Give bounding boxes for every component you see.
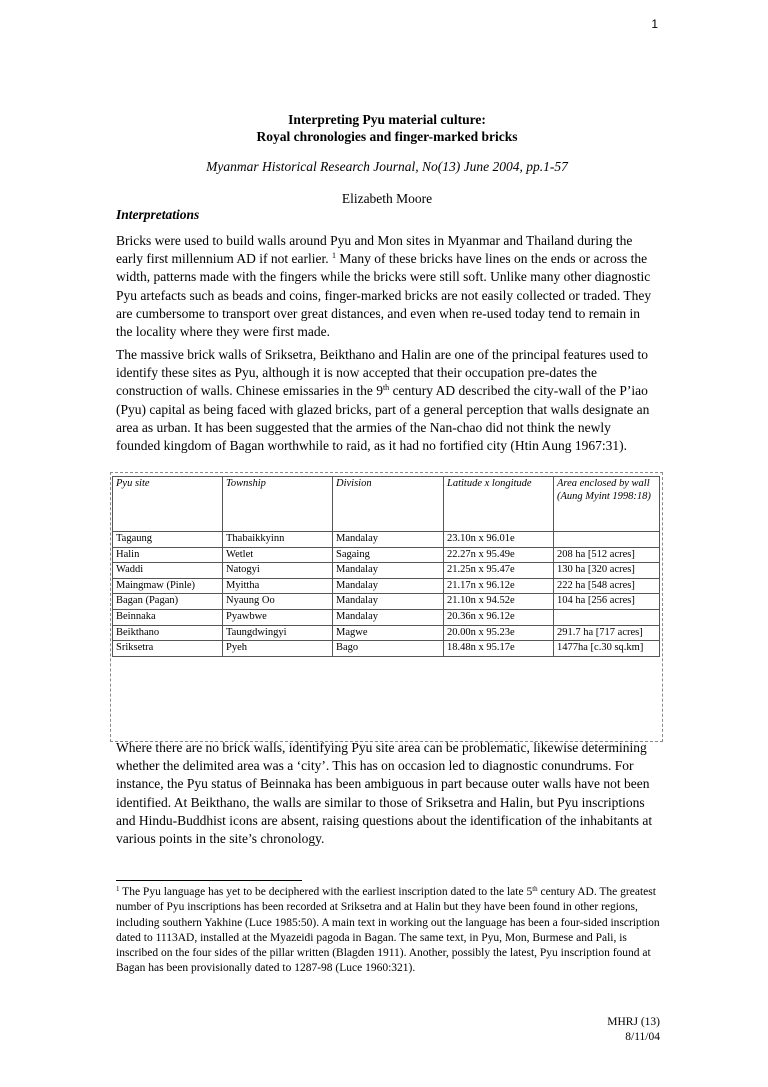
footer-journal: MHRJ (13) (607, 1016, 660, 1028)
title-line-2: Royal chronologies and finger-marked bricks (256, 129, 518, 144)
cell-township: Thabaikkyinn (223, 532, 333, 548)
footnote-divider (116, 880, 302, 881)
cell-area: 104 ha [256 acres] (554, 594, 660, 610)
table-row (113, 625, 660, 641)
cell-area: 208 ha [512 acres] (554, 547, 660, 563)
cell-division: Bago (333, 641, 444, 657)
footnote-number: 1 (116, 885, 120, 893)
cell-latlong: 18.48n x 95.17e (444, 641, 554, 657)
table-row (113, 532, 660, 548)
cell-division: Mandalay (333, 532, 444, 548)
footnote-superscript: th (532, 885, 538, 893)
paragraph-1-text-b: Many of these bricks have lines on the ends or across the width, patterns made with the fingers while the bricks were still soft. Unlike many other diagnostic Pyu artefacts such as beads and coins, finger-marked bricks are not easily collected or traded. They are cumbersome to transport over great distances, and even when re-used today tend to remain in the locality where they were first made. (116, 251, 652, 340)
header-township: Township (223, 477, 333, 532)
author-name: Elizabeth Moore (341, 191, 433, 206)
paragraph-2-text-a: The massive brick walls of Sriksetra, Beikthano and Halin are one of the principal features used to identify these sites as Pyu, although it is now accepted that their occupation pre-dates the construction of walls. Chinese emissaries in the 9 (116, 347, 648, 399)
cell-site: Sriksetra (113, 641, 223, 657)
cell-township: Wetlet (223, 547, 333, 563)
paragraph-2-superscript: th (382, 383, 390, 393)
cell-township: Taungdwingyi (223, 625, 333, 641)
cell-area: 130 ha [320 acres] (554, 563, 660, 579)
paragraph-2 (116, 346, 658, 455)
header-division: Division (333, 477, 444, 532)
cell-township: Pyawbwe (223, 609, 333, 625)
paragraph-3: Where there are no brick walls, identifying Pyu site area can be problematic, likewise determining whether the delimited area was a ‘city’. This has on occasion led to diagnostic conundrums. For instance, the Pyu status of Beinnaka has been ambiguous in part because outer walls have not been identified. At Beikthano, the walls are similar to those of Sriksetra and Halin, but Pyu inscriptions and Hindu-Buddhist icons are absent, raising questions about the identification of the inhabitants at various points in the site’s chronology. (116, 740, 653, 847)
header-pyu-site: Pyu site (113, 477, 223, 532)
cell-latlong: 20.00n x 95.23e (444, 625, 554, 641)
table-row (113, 547, 660, 563)
cell-site: Waddi (113, 563, 223, 579)
footnote-text-b: century AD. The greatest number of Pyu inscriptions has been recorded at Sriksetra and at Halin but they have been found in other regions, including southern Yakhine (Luce 1985:50). A main text in working out the language has been a four-sided inscription dated to 1113AD, installed at the Myazeidi pagoda in Bagan. The same text, in Pyu, Mon, Burmese and Pali, is inscribed on the four sides of the pillar written (Blagden 1911). Another, possibly the latest, Pyu inscription found at Bagan has been provisionally dated to 1287-98 (Luce 1960:321). (116, 886, 660, 975)
cell-site: Tagaung (113, 532, 223, 548)
footnote-ref-1[interactable]: 1 (331, 251, 336, 261)
page-number: 1 (651, 17, 658, 31)
table-header-row (113, 477, 660, 532)
cell-site: Beikthano (113, 625, 223, 641)
cell-area: 1477ha [c.30 sq.km] (554, 641, 660, 657)
paragraph-1 (116, 232, 658, 341)
cell-area: 291.7 ha [717 acres] (554, 625, 660, 641)
cell-site: Beinnaka (113, 609, 223, 625)
cell-division: Mandalay (333, 594, 444, 610)
cell-township: Myittha (223, 578, 333, 594)
table-row (113, 563, 660, 579)
footer-date: 8/11/04 (625, 1031, 660, 1043)
cell-latlong: 22.27n x 95.49e (444, 547, 554, 563)
paragraph-1-text-a: Bricks were used to build walls around Pyu and Mon sites in Myanmar and Thailand during the early first millennium AD if not earlier. (116, 233, 633, 267)
cell-latlong: 21.25n x 95.47e (444, 563, 554, 579)
header-latitude-longitude: Latitude x longitude (444, 477, 554, 532)
cell-division: Mandalay (333, 563, 444, 579)
cell-area: 222 ha [548 acres] (554, 578, 660, 594)
cell-site: Halin (113, 547, 223, 563)
header-area-enclosed: Area enclosed by wall (Aung Myint 1998:18) (554, 477, 660, 532)
cell-area (554, 609, 660, 625)
cell-township: Natogyi (223, 563, 333, 579)
cell-latlong: 20.36n x 96.12e (444, 609, 554, 625)
cell-township: Nyaung Oo (223, 594, 333, 610)
table-row (113, 609, 660, 625)
title-line-1: Interpreting Pyu material culture: (288, 112, 486, 127)
cell-division: Mandalay (333, 609, 444, 625)
cell-division: Magwe (333, 625, 444, 641)
table-row (113, 594, 660, 610)
pyu-sites-table (112, 476, 660, 657)
cell-latlong: 21.17n x 96.12e (444, 578, 554, 594)
cell-latlong: 23.10n x 96.01e (444, 532, 554, 548)
cell-division: Sagaing (333, 547, 444, 563)
cell-area (554, 532, 660, 548)
cell-latlong: 21.10n x 94.52e (444, 594, 554, 610)
section-heading: Interpretations (116, 207, 200, 222)
cell-site: Bagan (Pagan) (113, 594, 223, 610)
footnote-1 (116, 885, 661, 977)
journal-citation: Myanmar Historical Research Journal, No(13) June 2004, pp.1-57 (206, 159, 568, 174)
cell-site: Maingmaw (Pinle) (113, 578, 223, 594)
paragraph-2-text-b: century AD described the city-wall of the P’iao (Pyu) capital as being faced with glazed bricks, part of a general perception that walls designate an area as urban. It has been suggested that the armies of the Nan-chao did not think the newly founded kingdom of Bagan worthwhile to raid, as it had no fortified city (Htin Aung 1967:31). (116, 383, 650, 454)
cell-township: Pyeh (223, 641, 333, 657)
table-row (113, 578, 660, 594)
cell-division: Mandalay (333, 578, 444, 594)
table-row (113, 641, 660, 657)
footnote-text-a: The Pyu language has yet to be deciphered with the earliest inscription dated to the late 5 (119, 886, 533, 898)
